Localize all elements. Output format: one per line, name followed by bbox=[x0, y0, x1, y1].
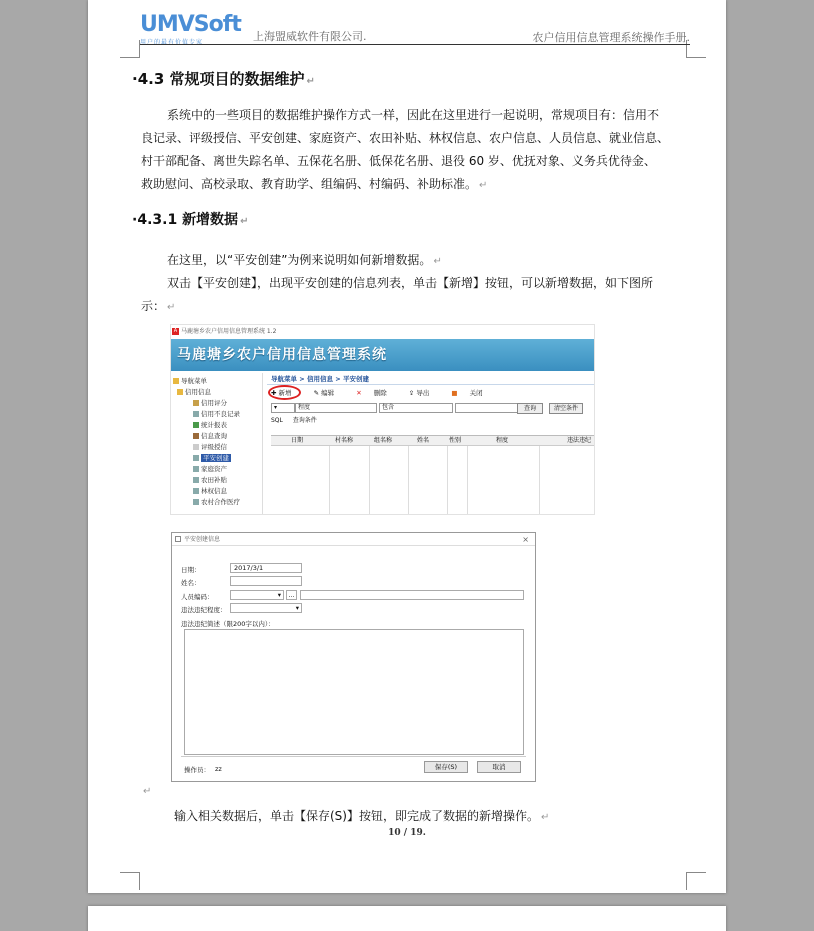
paragraph-instruction-cont bbox=[141, 295, 689, 319]
item-icon bbox=[193, 400, 199, 406]
page-number: 10 / 19. bbox=[388, 828, 426, 838]
paragraph-text: 双击【平安创建】，出现平安创建的信息列表，单击【新增】按钮，可以新增数据，如下图所 bbox=[167, 276, 654, 290]
paragraph-text: 输入相关数据后，单击【保存(S)】按钮，即完成了数据的新增操作。 bbox=[174, 809, 539, 823]
paragraph-result bbox=[174, 805, 722, 829]
grid-line bbox=[329, 446, 330, 515]
logo-slogan: 用户的最有价值专家 bbox=[140, 39, 204, 46]
intro-paragraph bbox=[141, 104, 689, 127]
filter-combo: ▾ bbox=[271, 403, 295, 413]
paragraph-mark: ↵ bbox=[540, 812, 550, 823]
column-header: 违法违纪 bbox=[567, 437, 592, 444]
grid-line bbox=[539, 446, 540, 515]
item-icon bbox=[193, 433, 199, 439]
intro-line: 救助慰问、高校录取、教育助学、组编码、村编码、补助标准。 bbox=[141, 177, 478, 191]
section-heading: ·4.3 常规项目的数据维护 ↵ bbox=[132, 70, 315, 88]
header-rule bbox=[140, 44, 690, 45]
tab-query-conditions: 查询条件 bbox=[292, 417, 317, 424]
filter-operator: 包含 bbox=[379, 403, 453, 413]
intro-paragraph-cont bbox=[141, 150, 689, 173]
nav-item: 家庭资产 bbox=[193, 464, 227, 474]
nav-item: 信息查询 bbox=[193, 431, 227, 441]
paragraph-mark: ↵ bbox=[306, 76, 315, 87]
grid-header bbox=[271, 436, 595, 446]
item-icon bbox=[193, 499, 199, 505]
filter-value bbox=[455, 403, 525, 413]
column-header: 日期 bbox=[291, 437, 304, 444]
nav-item: 评级授信 bbox=[193, 442, 227, 452]
app-icon: A bbox=[173, 328, 178, 334]
app-banner: 马鹿塘乡农户信用信息管理系统 bbox=[171, 339, 594, 371]
list-panel bbox=[267, 373, 595, 515]
paragraph-mark: ↵ bbox=[240, 216, 249, 227]
item-icon bbox=[193, 444, 199, 450]
intro-line: 系统中的一些项目的数据维护操作方式一样，因此在这里进行一起说明，常规项目有：信用不 bbox=[167, 108, 660, 122]
item-icon bbox=[193, 422, 199, 428]
divider bbox=[181, 756, 526, 757]
nav-item: 林权信息 bbox=[193, 486, 227, 496]
nav-tree bbox=[171, 373, 263, 515]
crop-mark-bottom-right bbox=[686, 872, 706, 890]
name-field bbox=[230, 576, 302, 586]
delete-button: ✕ 删除 bbox=[356, 389, 387, 397]
paragraph-instruction bbox=[141, 272, 689, 295]
edit-button: ✎ 编辑 bbox=[313, 389, 335, 397]
paragraph-mark: ↵ bbox=[143, 786, 152, 797]
dialog-title: 平安创建信息 bbox=[184, 536, 221, 543]
paragraph-text: 在这里，以“平安创建”为例来说明如何新增数据。 bbox=[167, 253, 432, 267]
column-header: 组名称 bbox=[374, 437, 393, 444]
nav-item: 信用信息 bbox=[177, 387, 211, 397]
description-label: 违法违纪简述（限200字以内）： bbox=[181, 620, 275, 628]
column-header: 姓名 bbox=[417, 437, 430, 444]
grid-line bbox=[369, 446, 370, 515]
cancel-button: 取消 bbox=[477, 761, 521, 773]
item-icon bbox=[193, 411, 199, 417]
folder-icon bbox=[177, 389, 183, 395]
app-screenshot-form bbox=[171, 532, 536, 782]
column-header: 村名称 bbox=[335, 437, 354, 444]
next-page-edge bbox=[88, 906, 726, 931]
query-tabs bbox=[267, 415, 595, 426]
degree-label: 违法违纪程度： bbox=[181, 606, 227, 614]
degree-combo: ▾ bbox=[230, 603, 302, 613]
description-textarea bbox=[184, 629, 524, 755]
breadcrumb: 导航菜单 > 信用信息 > 平安创建 bbox=[267, 373, 595, 385]
paragraph-mark: ↵ bbox=[167, 302, 176, 313]
filter-bar bbox=[267, 401, 595, 415]
paragraph-mark: ↵ bbox=[479, 180, 488, 191]
query-button: 查询 bbox=[517, 403, 543, 414]
item-icon bbox=[193, 488, 199, 494]
header-company: 上海盟威软件有限公司. bbox=[253, 30, 367, 43]
close-button: ■ 关闭 bbox=[451, 389, 483, 397]
paragraph-mark: ↵ bbox=[433, 256, 442, 267]
grid-line bbox=[467, 446, 468, 515]
section-heading-text: 4.3 常规项目的数据维护 bbox=[137, 70, 305, 88]
operator-value: zz bbox=[215, 765, 222, 773]
intro-paragraph-cont bbox=[141, 127, 689, 150]
crop-mark-top-left bbox=[120, 40, 140, 58]
window-icon bbox=[175, 536, 181, 542]
nav-item: 信用不良记录 bbox=[193, 409, 240, 419]
crop-mark-bottom-left bbox=[120, 872, 140, 890]
name-label: 姓名： bbox=[181, 579, 201, 587]
window-titlebar bbox=[171, 325, 594, 339]
date-field: 2017/3/1 bbox=[230, 563, 302, 573]
nav-item: 信用评分 bbox=[193, 398, 227, 408]
item-icon bbox=[193, 477, 199, 483]
add-button: ✚ 新增 bbox=[271, 389, 292, 397]
operator-label: 操作员： bbox=[184, 766, 210, 774]
logo-text: UMVSoft bbox=[140, 12, 241, 37]
header-manual-title: 农户信用信息管理系统操作手册. bbox=[532, 31, 690, 44]
code-detail-field bbox=[300, 590, 524, 600]
grid-line bbox=[447, 446, 448, 515]
export-button: ⇪ 导出 bbox=[408, 389, 430, 397]
nav-item-selected: 平安创建 bbox=[193, 453, 231, 463]
item-icon bbox=[193, 455, 199, 461]
app-screenshot-list bbox=[170, 324, 595, 515]
paragraph-text: 示： bbox=[141, 299, 166, 313]
subsection-heading-text: 4.3.1 新增数据 bbox=[137, 212, 239, 228]
item-icon bbox=[193, 466, 199, 472]
save-button: 保存(S) bbox=[424, 761, 468, 773]
nav-item: 统计报表 bbox=[193, 420, 227, 430]
column-header: 程度 bbox=[496, 437, 509, 444]
window-title: 马鹿塘乡农户信用信息管理系统 1.2 bbox=[181, 328, 277, 335]
tab-sql: SQL bbox=[271, 417, 283, 424]
code-label: 人员编码： bbox=[181, 593, 214, 601]
subsection-heading: ·4.3.1 新增数据 ↵ bbox=[132, 212, 249, 228]
column-header: 性别 bbox=[449, 437, 462, 444]
document-page bbox=[88, 0, 726, 893]
close-icon: × bbox=[522, 535, 529, 544]
toolbar bbox=[267, 385, 595, 401]
grid-line bbox=[408, 446, 409, 515]
code-combo: ▾ bbox=[230, 590, 284, 600]
data-grid bbox=[271, 435, 595, 515]
nav-item: 农田补贴 bbox=[193, 475, 227, 485]
folder-icon bbox=[173, 378, 179, 384]
nav-item: 农村合作医疗 bbox=[193, 497, 240, 507]
intro-line: 良记录、评级授信、平安创建、家庭资产、农田补贴、林权信息、农户信息、人员信息、就业信息、 bbox=[141, 131, 670, 145]
highlight-circle bbox=[268, 385, 301, 400]
paragraph-example bbox=[141, 249, 689, 273]
intro-paragraph-cont bbox=[141, 173, 689, 197]
filter-field: 程度 bbox=[295, 403, 377, 413]
company-logo bbox=[140, 14, 240, 46]
clear-button: 清空条件 bbox=[549, 403, 583, 414]
intro-line: 村干部配备、离世失踪名单、五保花名册、低保花名册、退役 60 岁、优抚对象、义务兵优待金、 bbox=[141, 154, 656, 168]
code-browse-button: … bbox=[286, 590, 297, 600]
nav-item: 导航菜单 bbox=[173, 376, 207, 386]
date-label: 日期： bbox=[181, 566, 201, 574]
dialog-titlebar bbox=[172, 533, 535, 546]
